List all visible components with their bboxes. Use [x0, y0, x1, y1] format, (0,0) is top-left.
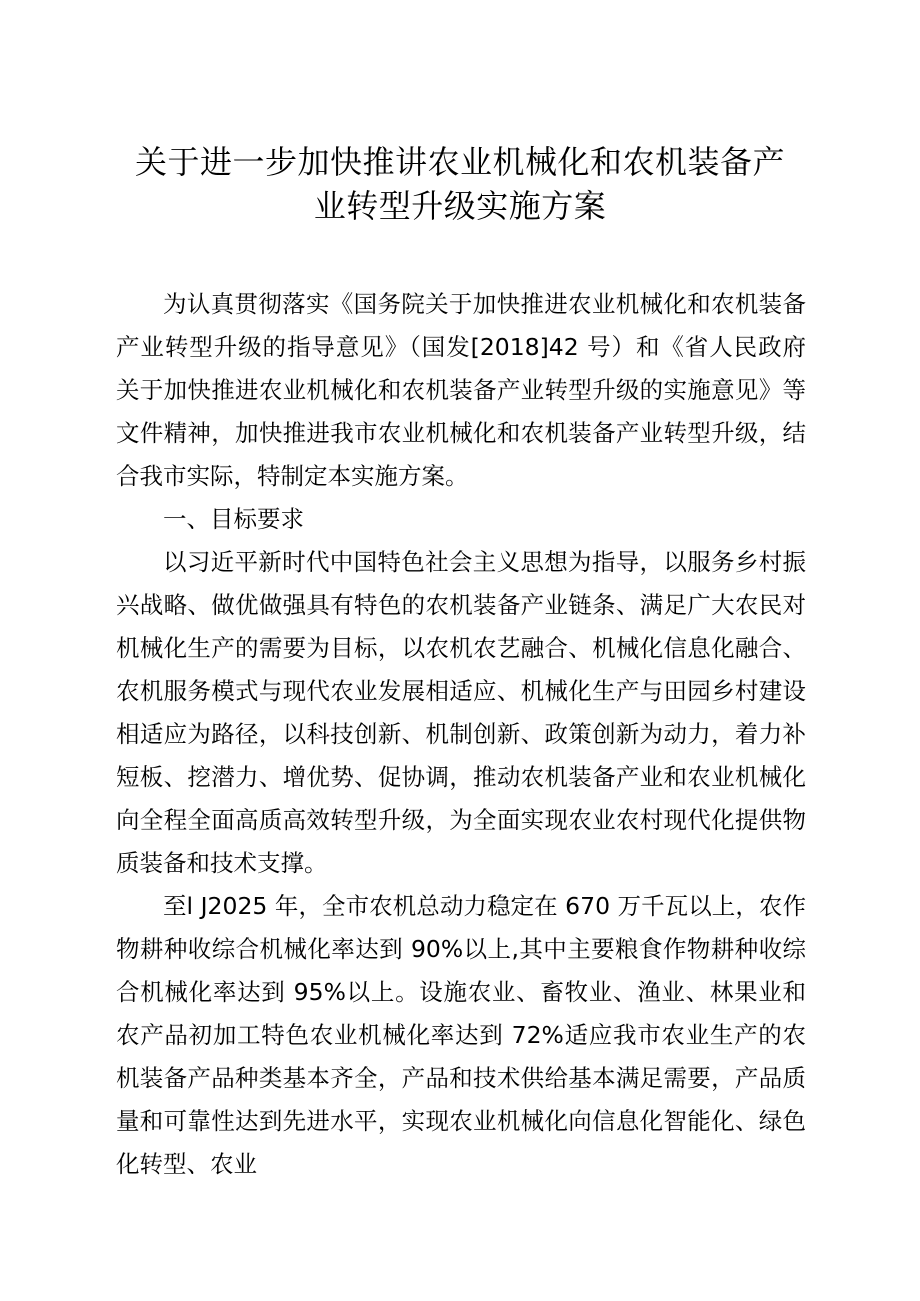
targets-paragraph: 至l J2025 年，全市农机总动力稳定在 670 万千瓦以上，农作物耕种收综合机械化率达到 90%以上,其中主要粮食作物耕种收综合机械化率达到 95%以上。设施农业、畜牧业、渔业、林果业和农产品初加工特色农业机械化率达到 72%适应我市农业生产的农机装备产品种类基本齐全，产品和技术供给基本满足需要，产品质量和可靠性达到先进水平，实现农业机械化向信息化智能化、绿色化转型、农业: [116, 892, 806, 1178]
document-body: [116, 283, 806, 1186]
title-line-2: 业转型升级实施方案: [313, 187, 607, 225]
guiding-principle-paragraph: 以习近平新时代中国特色社会主义思想为指导，以服务乡村振兴战略、做优做强具有特色的农机装备产业链条、满足广大农民对机械化生产的需要为目标，以农机农艺融合、机械化信息化融合、农机服务模式与现代农业发展相适应、机械化生产与田园乡村建设相适应为路径，以科技创新、机制创新、政策创新为动力，着力补短板、挖潜力、增优势、促协调，推动农机装备产业和农业机械化向全程全面高质高效转型升级，为全面实现农业农村现代化提供物质装备和技术支撑。: [116, 548, 806, 877]
intro-paragraph: 为认真贯彻落实《国务院关于加快推进农业机械化和农机装备产业转型升级的指导意见》（国发[2018]42 号）和《省人民政府关于加快推进农业机械化和农机装备产业转型升级的实施意见》等文件精神，加快推进我市农业机械化和农机装备产业转型升级，结合我市实际，特制定本实施方案。: [116, 290, 806, 490]
document-title: [110, 140, 810, 228]
section-heading-goals: 一、目标要求: [163, 505, 304, 533]
title-line-1: 关于进一步加快推讲农业机械化和农机装备产: [134, 143, 785, 181]
